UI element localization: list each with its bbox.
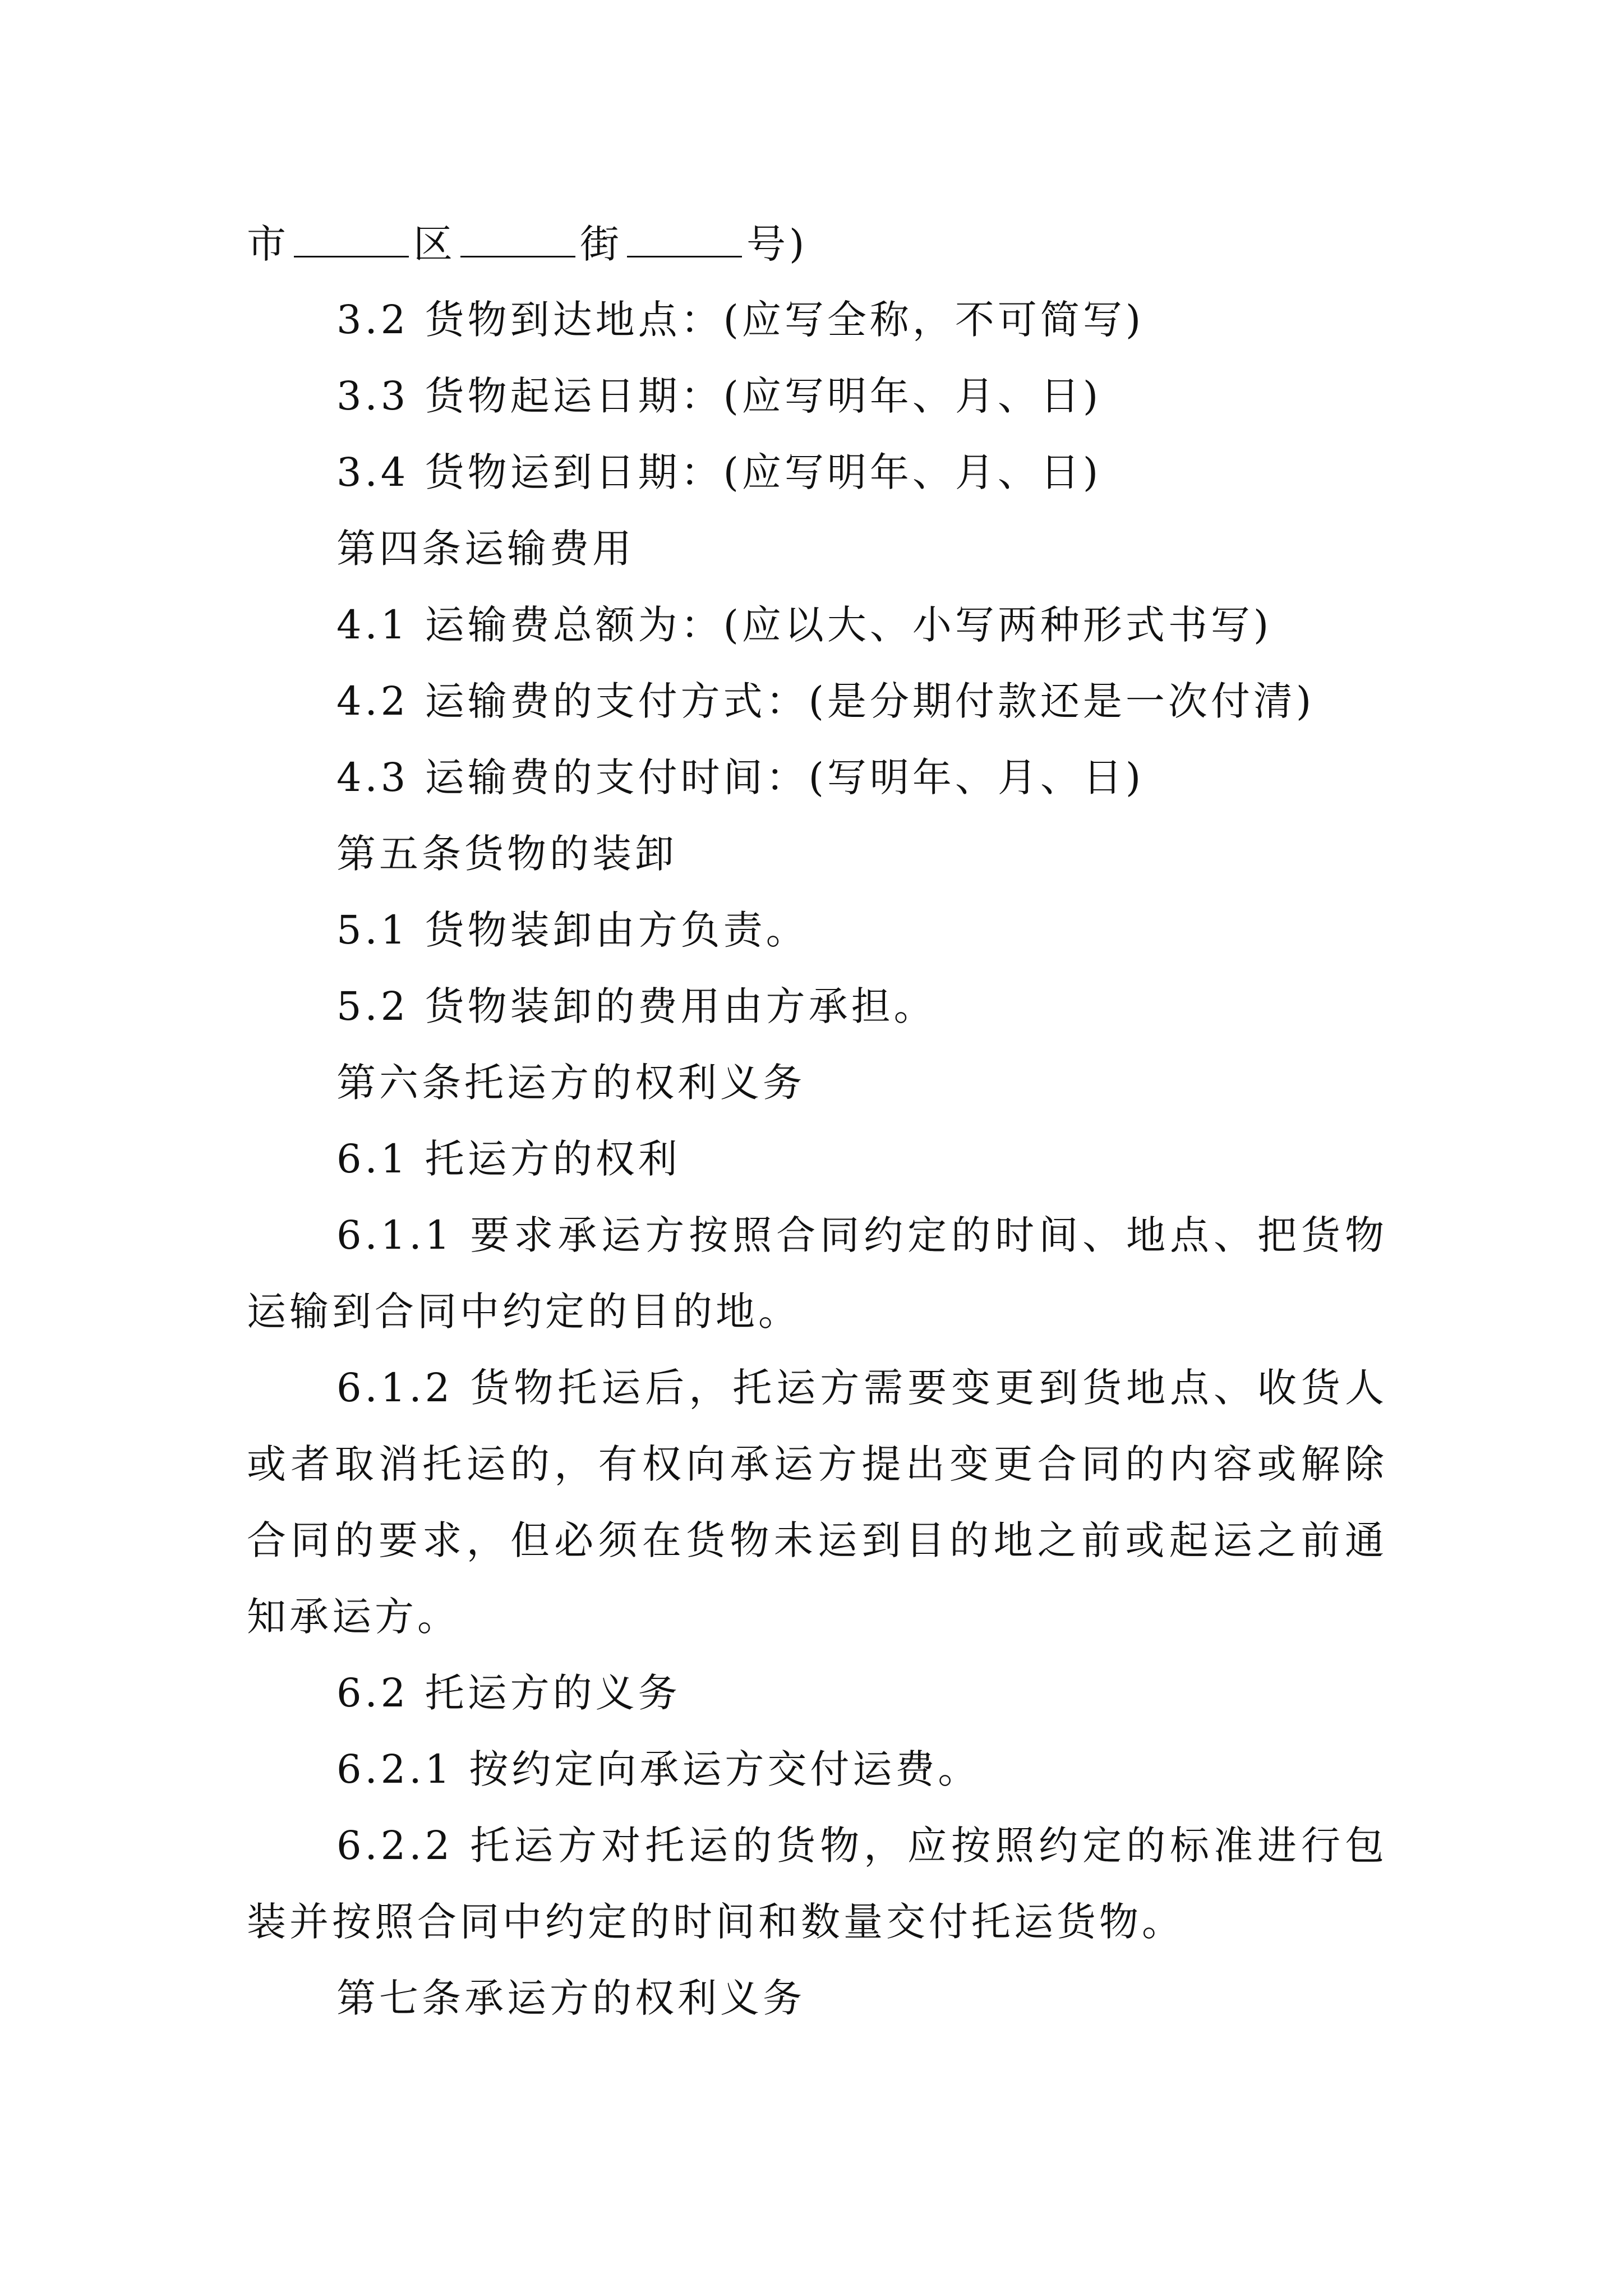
clause-6-1-2-line3: 合同的要求，但必须在货物未运到目的地之前或起运之前通	[247, 1517, 1387, 1563]
article-7-heading: 第七条承运方的权利义务	[336, 1975, 805, 2021]
clause-6-1: 6.1 托运方的权利	[336, 1136, 681, 1182]
clause-6-2-1: 6.2.1 按约定向承运方交付运费。	[336, 1746, 981, 1792]
clause-6-1-1-line1: 6.1.1 要求承运方按照合同约定的时间、地点、把货物	[336, 1212, 1387, 1258]
article-4-heading: 第四条运输费用	[336, 526, 635, 572]
clause-6-2: 6.2 托运方的义务	[336, 1670, 681, 1716]
article-6-heading: 第六条托运方的权利义务	[336, 1060, 805, 1106]
city-blank	[294, 221, 409, 257]
clause-6-1-2-line2: 或者取消托运的，有权向承运方提出变更合同的内容或解除	[247, 1441, 1387, 1487]
clause-6-1-2-line1: 6.1.2 货物托运后，托运方需要变更到货地点、收货人	[336, 1365, 1387, 1411]
address-district-label: 区	[413, 221, 456, 267]
clause-3-2: 3.2 货物到达地点：(应写全称，不可简写)	[336, 297, 1145, 343]
clause-3-4: 3.4 货物运到日期：(应写明年、月、日)	[336, 449, 1102, 495]
clause-6-2-2-line2: 装并按照合同中约定的时间和数量交付托运货物。	[247, 1899, 1184, 1945]
district-blank	[460, 221, 575, 257]
clause-4-2: 4.2 运输费的支付方式：(是分期付款还是一次付清)	[336, 678, 1315, 724]
clause-4-3: 4.3 运输费的支付时间：(写明年、月、日)	[336, 754, 1145, 800]
article-5-heading: 第五条货物的装卸	[336, 831, 677, 877]
address-number-label: 号)	[746, 221, 808, 267]
clause-5-2: 5.2 货物装卸的费用由方承担。	[336, 983, 937, 1029]
clause-5-1: 5.1 货物装卸由方负责。	[336, 907, 809, 953]
clause-3-3: 3.3 货物起运日期：(应写明年、月、日)	[336, 373, 1102, 419]
clause-6-1-1-line2: 运输到合同中约定的目的地。	[247, 1289, 801, 1335]
street-blank	[627, 221, 742, 257]
clause-6-2-2-line1: 6.2.2 托运方对托运的货物，应按照约定的标准进行包	[336, 1823, 1387, 1869]
clause-4-1: 4.1 运输费总额为：(应以大、小写两种形式书写)	[336, 602, 1272, 648]
address-line	[247, 216, 1387, 272]
address-city-label: 市	[247, 221, 289, 267]
address-street-label: 街	[580, 221, 623, 267]
clause-6-1-2-line4: 知承运方。	[247, 1594, 460, 1640]
